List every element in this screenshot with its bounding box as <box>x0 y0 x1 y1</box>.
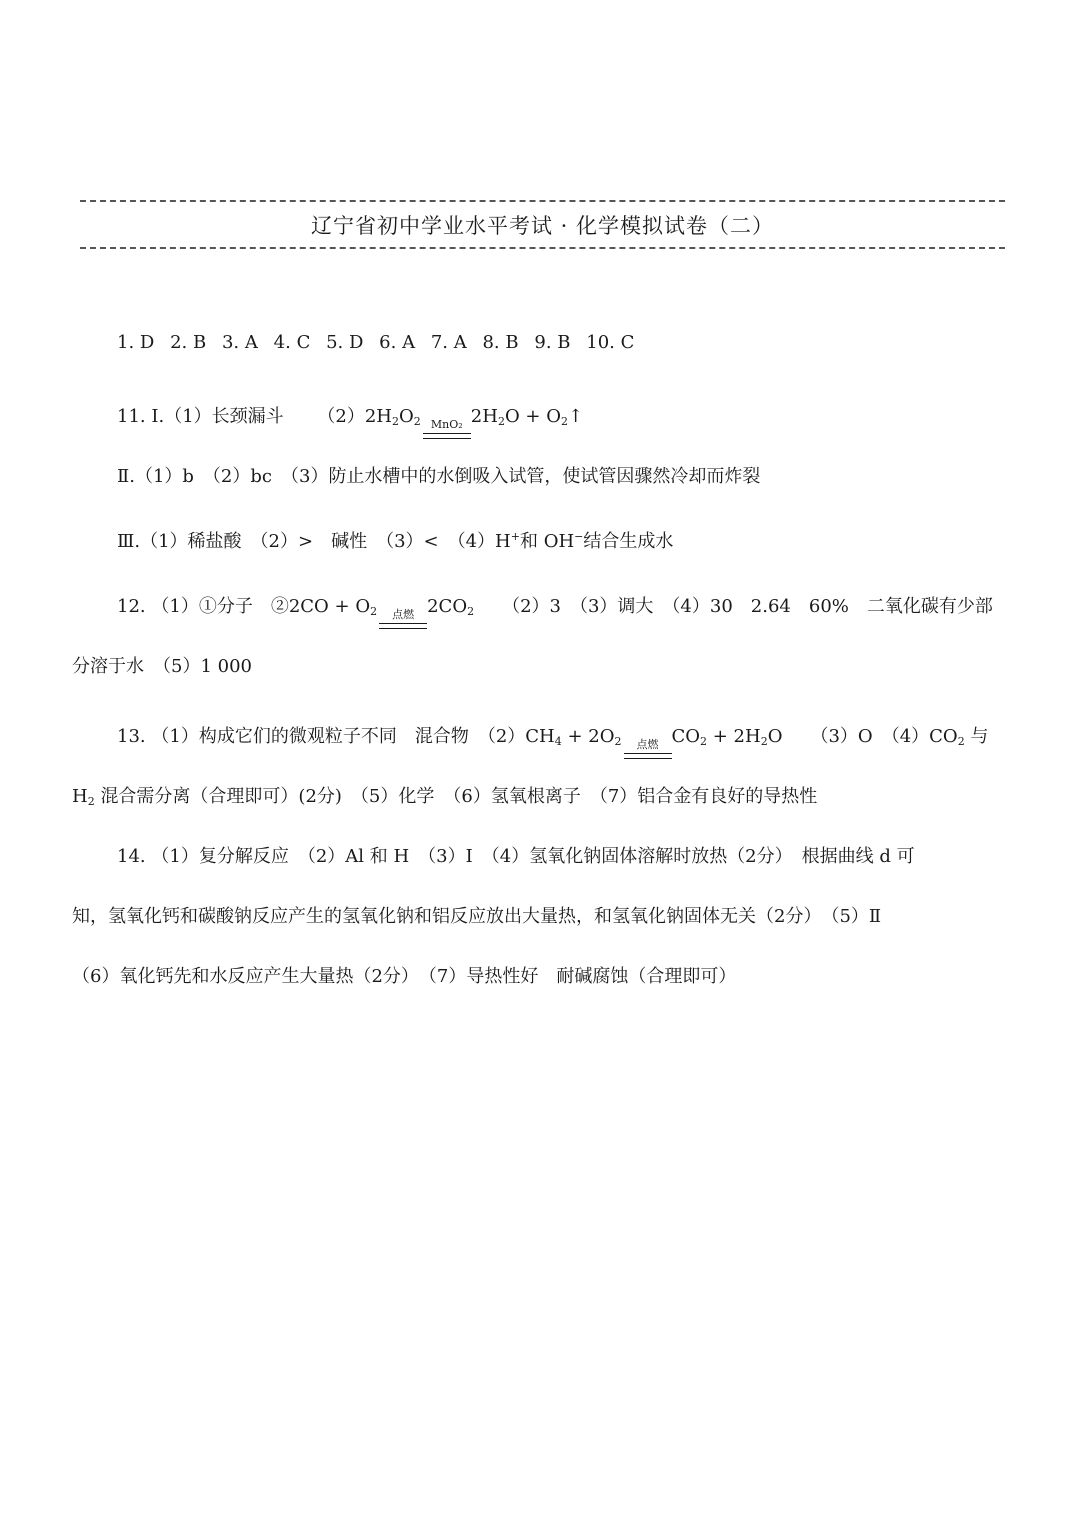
q13-line1: 13. （1）构成它们的微观粒子不同 混合物 $(2)CH_4 + 2O_2$ 点燃 $CO_2 + 2H_2O$ （3）O $(4)CO_2$ 与 <box>117 722 1022 759</box>
mc-answer: 4. C <box>273 332 311 353</box>
mc-answer: 10. C <box>586 332 635 353</box>
q12-line1: 12. （1）①分子 ②2CO + $O_2$ 点燃 $2CO_2$ （2）3 （3）调大 （4）30 2.64 60% 二氧化碳有少部 <box>117 592 1022 629</box>
mc-answer: 9. B <box>534 332 571 353</box>
header-rule-bottom <box>80 247 1005 249</box>
reaction-condition: 点燃 <box>379 609 427 629</box>
mc-answer: 6. A <box>379 332 416 353</box>
q12-line2: 分溶于水 （5）1 000 <box>72 656 252 677</box>
mc-answer: 7. A <box>430 332 467 353</box>
header-rule-top <box>80 200 1005 202</box>
mc-answer: 8. B <box>482 332 519 353</box>
q11-part3: Ⅲ.（1）稀盐酸 （2）> 碱性 （3）< （4）H+和 OH−结合生成水 <box>117 530 674 552</box>
reaction-condition: 点燃 <box>624 739 672 759</box>
q13-line2: $H_2$ 混合需分离（合理即可）(2分) （5）化学 （6）氢氧根离子 （7）铝合金有良好的导热性 <box>72 786 818 808</box>
reaction-condition: MnO₂ <box>423 419 471 439</box>
q14-line1: 14. （1）复分解反应 （2）Al 和 H （3）Ⅰ （4）氢氧化钠固体溶解时放热（2分） 根据曲线 d 可 <box>117 846 915 867</box>
q11-part1: 11. Ⅰ.（1）长颈漏斗 $(2)2H_2O_2$ MnO₂ $2H_2O$ + $O_2↑$ <box>117 402 1022 439</box>
mc-answer: 2. B <box>170 332 207 353</box>
mc-answer: 1. D <box>117 332 155 353</box>
q14-line3: （6）氧化钙先和水反应产生大量热（2分） （7）导热性好 耐碱腐蚀（合理即可） <box>72 966 737 987</box>
page-title: 辽宁省初中学业水平考试 · 化学模拟试卷（二） <box>310 214 775 238</box>
mc-answer-row <box>117 328 1022 358</box>
q11-part2: Ⅱ.（1）b （2）bc （3）防止水槽中的水倒吸入试管，使试管因骤然冷却而炸裂 <box>117 466 761 487</box>
mc-answer: 3. A <box>221 332 258 353</box>
mc-answer: 5. D <box>326 332 364 353</box>
q14-line2: 知，氢氧化钙和碳酸钠反应产生的氢氧化钠和铝反应放出大量热，和氢氧化钠固体无关（2分） （5）Ⅱ <box>72 906 882 927</box>
